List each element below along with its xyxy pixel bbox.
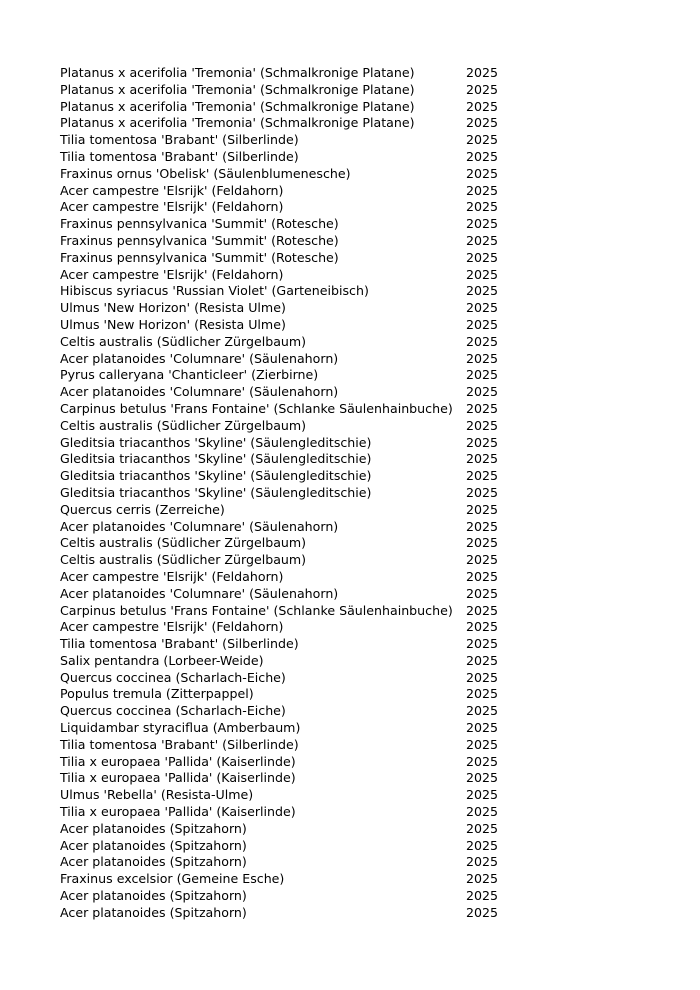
planting-year: 2025	[466, 804, 499, 820]
species-name: Platanus x acerifolia 'Tremonia' (Schmalkronige Platane)	[60, 81, 415, 97]
species-name: Acer platanoides (Spitzahorn)	[60, 888, 247, 904]
table-row	[60, 283, 660, 300]
table-row	[60, 317, 660, 334]
planting-year: 2025	[466, 602, 499, 618]
species-name: Tilia tomentosa 'Brabant' (Silberlinde)	[60, 148, 299, 164]
planting-year: 2025	[466, 871, 499, 887]
species-name: Quercus cerris (Zerreiche)	[60, 501, 225, 517]
table-row	[60, 535, 660, 552]
species-name: Gleditsia triacanthos 'Skyline' (Säulengleditschie)	[60, 468, 372, 484]
planting-year: 2025	[466, 132, 499, 148]
table-row	[60, 418, 660, 435]
planting-year: 2025	[466, 904, 499, 920]
table-row	[60, 435, 660, 452]
table-row	[60, 586, 660, 603]
table-row	[60, 905, 660, 922]
table-row	[60, 468, 660, 485]
table-row	[60, 838, 660, 855]
planting-year: 2025	[466, 400, 499, 416]
planting-year: 2025	[466, 720, 499, 736]
species-name: Gleditsia triacanthos 'Skyline' (Säulengleditschie)	[60, 484, 372, 500]
planting-year: 2025	[466, 770, 499, 786]
species-name: Carpinus betulus 'Frans Fontaine' (Schlanke Säulenhainbuche)	[60, 400, 453, 416]
table-row	[60, 485, 660, 502]
table-row	[60, 367, 660, 384]
planting-year: 2025	[466, 753, 499, 769]
species-name: Acer campestre 'Elsrijk' (Feldahorn)	[60, 266, 284, 282]
table-row	[60, 82, 660, 99]
table-row	[60, 351, 660, 368]
species-name: Acer platanoides (Spitzahorn)	[60, 820, 247, 836]
table-row	[60, 619, 660, 636]
planting-year: 2025	[466, 501, 499, 517]
planting-year: 2025	[466, 636, 499, 652]
species-name: Tilia tomentosa 'Brabant' (Silberlinde)	[60, 132, 299, 148]
planting-year: 2025	[466, 619, 499, 635]
species-name: Acer platanoides 'Columnare' (Säulenahorn)	[60, 518, 339, 534]
planting-year: 2025	[466, 837, 499, 853]
planting-year: 2025	[466, 585, 499, 601]
species-name: Ulmus 'Rebella' (Resista-Ulme)	[60, 787, 254, 803]
planting-year: 2025	[466, 535, 499, 551]
table-row	[60, 603, 660, 620]
species-name: Hibiscus syriacus 'Russian Violet' (Garteneibisch)	[60, 283, 369, 299]
planting-year: 2025	[466, 468, 499, 484]
species-name: Liquidambar styraciflua (Amberbaum)	[60, 720, 301, 736]
table-row	[60, 401, 660, 418]
species-name: Tilia tomentosa 'Brabant' (Silberlinde)	[60, 636, 299, 652]
table-row	[60, 720, 660, 737]
table-row	[60, 754, 660, 771]
planting-year: 2025	[466, 854, 499, 870]
planting-year: 2025	[466, 165, 499, 181]
planting-year: 2025	[466, 552, 499, 568]
table-row	[60, 888, 660, 905]
planting-year: 2025	[466, 367, 499, 383]
table-row	[60, 653, 660, 670]
table-row	[60, 233, 660, 250]
species-name: Celtis australis (Südlicher Zürgelbaum)	[60, 552, 307, 568]
table-row	[60, 149, 660, 166]
table-row	[60, 216, 660, 233]
planting-year: 2025	[466, 81, 499, 97]
species-name: Fraxinus pennsylvanica 'Summit' (Rotesche)	[60, 232, 339, 248]
species-name: Fraxinus excelsior (Gemeine Esche)	[60, 871, 285, 887]
table-row	[60, 770, 660, 787]
species-name: Acer platanoides 'Columnare' (Säulenahorn)	[60, 350, 339, 366]
planting-year: 2025	[466, 434, 499, 450]
table-row	[60, 250, 660, 267]
table-row	[60, 99, 660, 116]
table-row	[60, 670, 660, 687]
species-name: Celtis australis (Südlicher Zürgelbaum)	[60, 417, 307, 433]
species-name: Tilia x europaea 'Pallida' (Kaiserlinde)	[60, 804, 296, 820]
planting-year: 2025	[466, 216, 499, 232]
table-row	[60, 804, 660, 821]
species-name: Fraxinus pennsylvanica 'Summit' (Rotesche)	[60, 216, 339, 232]
table-row	[60, 737, 660, 754]
table-row	[60, 569, 660, 586]
planting-year: 2025	[466, 484, 499, 500]
planting-year: 2025	[466, 384, 499, 400]
species-name: Carpinus betulus 'Frans Fontaine' (Schlanke Säulenhainbuche)	[60, 602, 453, 618]
species-name: Tilia x europaea 'Pallida' (Kaiserlinde)	[60, 770, 296, 786]
table-row	[60, 854, 660, 871]
planting-year: 2025	[466, 568, 499, 584]
table-row	[60, 65, 660, 82]
tree-table	[60, 65, 660, 922]
planting-year: 2025	[466, 787, 499, 803]
planting-year: 2025	[466, 232, 499, 248]
species-name: Acer campestre 'Elsrijk' (Feldahorn)	[60, 619, 284, 635]
planting-year: 2025	[466, 199, 499, 215]
species-name: Ulmus 'New Horizon' (Resista Ulme)	[60, 300, 286, 316]
species-name: Acer platanoides 'Columnare' (Säulenahorn)	[60, 585, 339, 601]
table-row	[60, 871, 660, 888]
planting-year: 2025	[466, 518, 499, 534]
planting-year: 2025	[466, 888, 499, 904]
species-name: Acer platanoides (Spitzahorn)	[60, 837, 247, 853]
species-name: Gleditsia triacanthos 'Skyline' (Säulengleditschie)	[60, 451, 372, 467]
table-row	[60, 636, 660, 653]
planting-year: 2025	[466, 703, 499, 719]
planting-year: 2025	[466, 182, 499, 198]
planting-year: 2025	[466, 350, 499, 366]
species-name: Acer campestre 'Elsrijk' (Feldahorn)	[60, 199, 284, 215]
species-name: Populus tremula (Zitterpappel)	[60, 686, 254, 702]
table-row	[60, 183, 660, 200]
planting-year: 2025	[466, 652, 499, 668]
species-name: Platanus x acerifolia 'Tremonia' (Schmalkronige Platane)	[60, 115, 415, 131]
planting-year: 2025	[466, 65, 499, 80]
table-row	[60, 132, 660, 149]
planting-year: 2025	[466, 300, 499, 316]
species-name: Tilia tomentosa 'Brabant' (Silberlinde)	[60, 736, 299, 752]
species-name: Quercus coccinea (Scharlach-Eiche)	[60, 703, 286, 719]
planting-year: 2025	[466, 820, 499, 836]
planting-year: 2025	[466, 249, 499, 265]
species-name: Acer campestre 'Elsrijk' (Feldahorn)	[60, 182, 284, 198]
table-row	[60, 267, 660, 284]
species-name: Fraxinus ornus 'Obelisk' (Säulenblumenesche)	[60, 165, 351, 181]
species-name: Celtis australis (Südlicher Zürgelbaum)	[60, 333, 307, 349]
species-name: Acer platanoides (Spitzahorn)	[60, 854, 247, 870]
planting-year: 2025	[466, 736, 499, 752]
planting-year: 2025	[466, 333, 499, 349]
species-name: Acer campestre 'Elsrijk' (Feldahorn)	[60, 568, 284, 584]
table-row	[60, 115, 660, 132]
species-name: Acer platanoides (Spitzahorn)	[60, 904, 247, 920]
table-row	[60, 502, 660, 519]
planting-year: 2025	[466, 686, 499, 702]
table-row	[60, 451, 660, 468]
species-name: Pyrus calleryana 'Chanticleer' (Zierbirne)	[60, 367, 319, 383]
planting-year: 2025	[466, 98, 499, 114]
table-row	[60, 821, 660, 838]
species-name: Celtis australis (Südlicher Zürgelbaum)	[60, 535, 307, 551]
table-row	[60, 686, 660, 703]
table-row	[60, 300, 660, 317]
planting-year: 2025	[466, 451, 499, 467]
species-name: Platanus x acerifolia 'Tremonia' (Schmalkronige Platane)	[60, 65, 415, 80]
species-name: Ulmus 'New Horizon' (Resista Ulme)	[60, 316, 286, 332]
table-row	[60, 519, 660, 536]
planting-year: 2025	[466, 266, 499, 282]
planting-year: 2025	[466, 417, 499, 433]
table-row	[60, 703, 660, 720]
planting-year: 2025	[466, 148, 499, 164]
table-row	[60, 199, 660, 216]
table-row	[60, 384, 660, 401]
planting-year: 2025	[466, 669, 499, 685]
table-row	[60, 787, 660, 804]
table-row	[60, 552, 660, 569]
table-row	[60, 334, 660, 351]
table-row	[60, 166, 660, 183]
species-name: Acer platanoides 'Columnare' (Säulenahorn)	[60, 384, 339, 400]
species-name: Fraxinus pennsylvanica 'Summit' (Rotesche)	[60, 249, 339, 265]
planting-year: 2025	[466, 115, 499, 131]
species-name: Salix pentandra (Lorbeer-Weide)	[60, 652, 264, 668]
species-name: Tilia x europaea 'Pallida' (Kaiserlinde)	[60, 753, 296, 769]
planting-year: 2025	[466, 283, 499, 299]
species-name: Quercus coccinea (Scharlach-Eiche)	[60, 669, 286, 685]
planting-year: 2025	[466, 316, 499, 332]
species-name: Platanus x acerifolia 'Tremonia' (Schmalkronige Platane)	[60, 98, 415, 114]
species-name: Gleditsia triacanthos 'Skyline' (Säulengleditschie)	[60, 434, 372, 450]
